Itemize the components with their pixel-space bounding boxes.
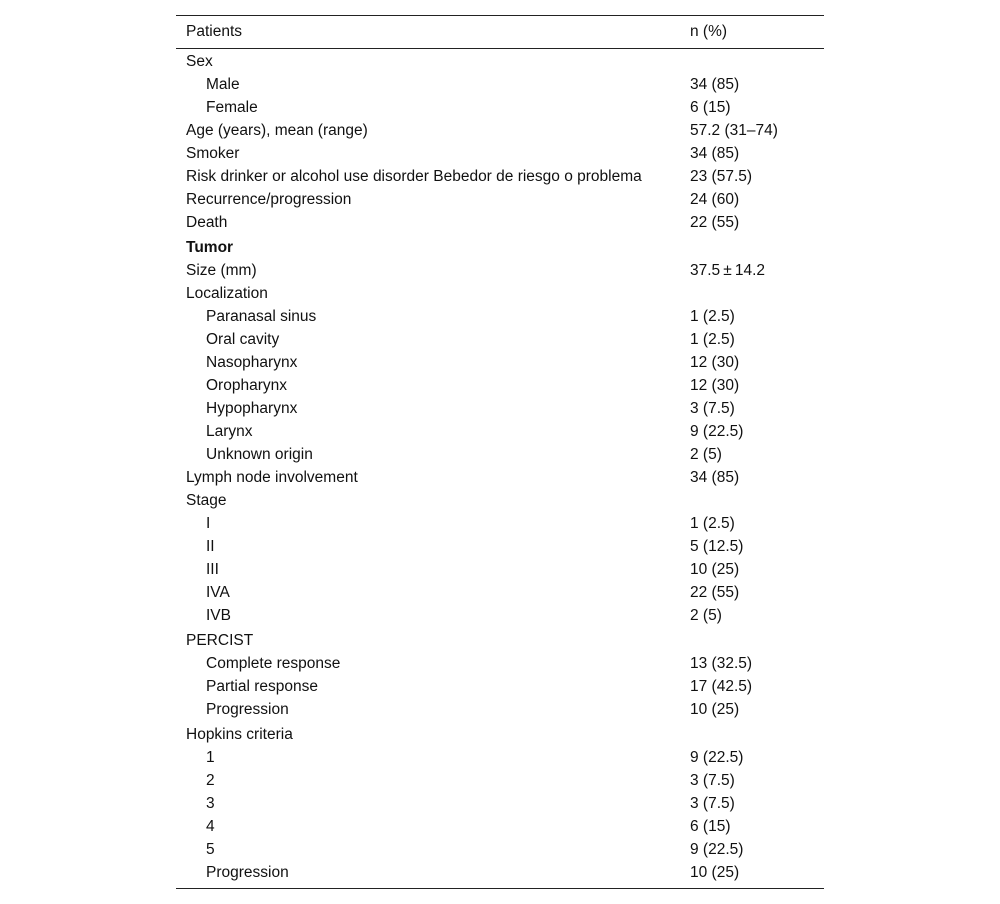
table-row [176,792,824,815]
row-value: 2 (5) [690,446,722,463]
table-row [176,328,824,351]
row-value: 10 (25) [690,561,740,578]
table-row [176,96,824,119]
row-label: Risk drinker or alcohol use disorder Bebedor de riesgo o problema [186,168,642,185]
table-header-row [176,16,824,48]
row-label: Paranasal sinus [206,308,317,325]
header-patients: Patients [186,23,243,40]
row-label: IVA [206,584,230,601]
row-label: IVB [206,607,231,624]
table-row [176,746,824,769]
row-value: 34 (85) [690,469,740,486]
table-row [176,305,824,328]
row-label: 2 [206,772,215,789]
row-value: 1 (2.5) [690,515,735,532]
table-row [176,119,824,142]
row-label: PERCIST [186,632,254,649]
row-value: 57.2 (31–74) [690,122,778,139]
table-row [176,50,824,73]
table-row [176,535,824,558]
table-body [176,49,824,888]
row-value: 23 (57.5) [690,168,753,185]
table-row [176,723,824,746]
table-row [176,188,824,211]
row-value: 22 (55) [690,214,740,231]
table-row [176,815,824,838]
row-label: Progression [206,864,289,881]
table-row [176,351,824,374]
table-row [176,512,824,535]
row-label: Male [206,76,240,93]
row-label: Sex [186,53,213,70]
table-row [176,466,824,489]
row-label: Oropharynx [206,377,287,394]
row-value: 10 (25) [690,864,740,881]
table-row [176,397,824,420]
table-row [176,282,824,305]
row-label: Stage [186,492,227,509]
table-bottom-rule [176,888,824,889]
row-value: 34 (85) [690,76,740,93]
row-value: 10 (25) [690,701,740,718]
table-row [176,420,824,443]
row-value: 9 (22.5) [690,423,744,440]
row-value: 1 (2.5) [690,331,735,348]
row-label: Death [186,214,228,231]
table-row [176,838,824,861]
row-value: 22 (55) [690,584,740,601]
row-label: Lymph node involvement [186,469,358,486]
row-value: 37.5 ± 14.2 [690,262,766,279]
row-value: 9 (22.5) [690,841,744,858]
row-label: Progression [206,701,289,718]
row-value: 3 (7.5) [690,400,735,417]
table-row [176,558,824,581]
row-label: Oral cavity [206,331,280,348]
row-value: 34 (85) [690,145,740,162]
row-label: Complete response [206,655,341,672]
row-value: 5 (12.5) [690,538,744,555]
table-row [176,73,824,96]
row-label: 1 [206,749,215,766]
row-label: Localization [186,285,268,302]
table-row [176,581,824,604]
row-value: 12 (30) [690,354,740,371]
row-label: Smoker [186,145,240,162]
row-label: Partial response [206,678,319,695]
table-row [176,443,824,466]
row-label: 4 [206,818,215,835]
row-label: Nasopharynx [206,354,298,371]
row-label: Hypopharynx [206,400,298,417]
row-label: Unknown origin [206,446,313,463]
table-row [176,165,824,188]
patient-characteristics-table [176,15,824,889]
row-label: II [206,538,215,555]
row-label: Recurrence/progression [186,191,352,208]
row-value: 3 (7.5) [690,772,735,789]
table-row [176,861,824,884]
table-row [176,698,824,721]
row-value: 24 (60) [690,191,740,208]
table-row [176,652,824,675]
row-value: 1 (2.5) [690,308,735,325]
row-value: 3 (7.5) [690,795,735,812]
table-row [176,236,824,259]
table-row [176,629,824,652]
table-row [176,769,824,792]
row-label: Age (years), mean (range) [186,122,368,139]
header-n-percent: n (%) [690,23,728,40]
row-label: I [206,515,211,532]
row-value: 2 (5) [690,607,722,624]
table-row [176,259,824,282]
table-row [176,142,824,165]
row-label: Size (mm) [186,262,257,279]
row-label: 3 [206,795,215,812]
row-value: 12 (30) [690,377,740,394]
table-row [176,489,824,512]
row-label: Female [206,99,258,116]
row-label: Larynx [206,423,253,440]
row-label: Hopkins criteria [186,726,293,743]
table-row [176,675,824,698]
row-label: III [206,561,219,578]
row-value: 6 (15) [690,99,731,116]
table-row [176,604,824,627]
row-value: 6 (15) [690,818,731,835]
row-label: 5 [206,841,215,858]
row-value: 9 (22.5) [690,749,744,766]
row-value: 13 (32.5) [690,655,753,672]
table-row [176,211,824,234]
section-heading: Tumor [186,239,234,256]
row-value: 17 (42.5) [690,678,753,695]
table-row [176,374,824,397]
